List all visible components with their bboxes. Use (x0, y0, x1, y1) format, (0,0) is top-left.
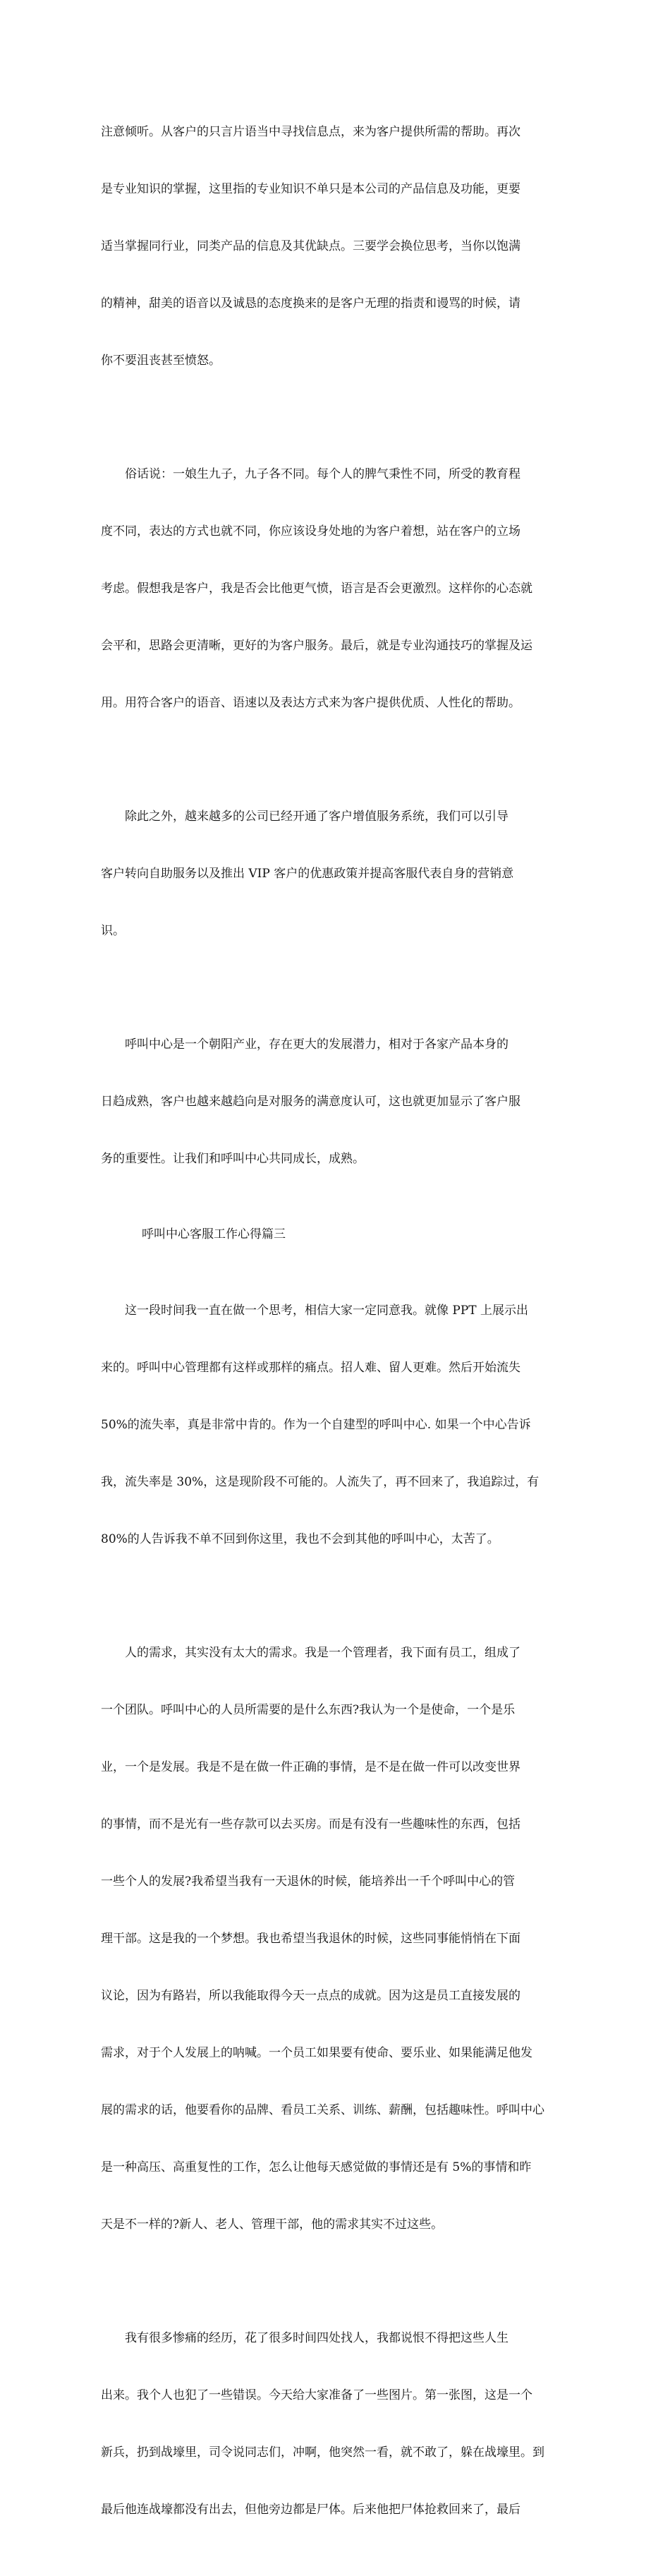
text-line: 的事情，而不是光有一些存款可以去买房。而是有没有一些趣味性的东西，包括 (101, 1817, 520, 1831)
text-line: 呼叫中心是一个朝阳产业，存在更大的发展潜力，相对于各家产品本身的 (101, 1037, 508, 1052)
text-line: 议论，因为有路岩，所以我能取得今天一点点的成就。因为这是员工直接发展的 (101, 1989, 520, 2003)
text-line: 一些个人的发展?我希望当我有一天退休的时候，能培养出一千个呼叫中心的管 (101, 1874, 516, 1889)
text-line: 50%的流失率，真是非常中肯的。作为一个自建型的呼叫中心. 如果一个中心告诉 (101, 1418, 531, 1432)
text-line: 最后他连战壕都没有出去，但他旁边都是尸体。后来他把尸体抢救回来了，最后 (101, 2503, 520, 2517)
text-line: 人的需求，其实没有太大的需求。我是一个管理者，我下面有员工，组成了 (101, 1646, 520, 1660)
text-line: 来的。呼叫中心管理都有这样或那样的痛点。招人难、留人更难。然后开始流失 (101, 1361, 520, 1375)
text-line: 除此之外，越来越多的公司已经开通了客户增值服务系统，我们可以引导 (101, 809, 508, 824)
text-line: 注意倾听。从客户的只言片语当中寻找信息点，来为客户提供所需的帮助。再次 (101, 125, 520, 139)
text-line: 业，一个是发展。我是不是在做一件正确的事情，是不是在做一件可以改变世界 (101, 1760, 520, 1774)
text-line: 天是不一样的?新人、老人、管理干部，他的需求其实不过这些。 (101, 2217, 444, 2232)
text-line: 出来。我个人也犯了一些错误。今天给大家准备了一些图片。第一张图，这是一个 (101, 2388, 532, 2402)
text-line: 需求，对于个人发展上的呐喊。一个员工如果要有使命、要乐业、如果能满足他发 (101, 2046, 532, 2060)
text-line: 日趋成熟，客户也越来越趋向是对服务的满意度认可，这也就更加显示了客户服 (101, 1095, 520, 1109)
text-line: 这一段时间我一直在做一个思考，相信大家一定同意我。就像 PPT 上展示出 (101, 1304, 529, 1318)
paragraph (101, 997, 569, 1207)
paragraph (101, 2291, 569, 2558)
text-line: 展的需求的话，他要看你的品牌、看员工关系、训练、薪酬，包括趣味性。呼叫中心 (101, 2103, 544, 2117)
text-line: 会平和，思路会更清晰，更好的为客户服务。最后，就是专业沟通技巧的掌握及运 (101, 639, 532, 653)
paragraph (101, 769, 569, 979)
text-line: 用。用符合客户的语音、语速以及表达方式来为客户提供优质、人性化的帮助。 (101, 696, 520, 710)
paragraph (101, 427, 569, 751)
text-line: 80%的人告诉我不单不回到你这里，我也不会到其他的呼叫中心，太苦了。 (101, 1532, 499, 1546)
text-line: 你不要沮丧甚至愤怒。 (101, 354, 221, 368)
text-line: 适当掌握同行业，同类产品的信息及其优缺点。三要学会换位思考，当你以饱满 (101, 239, 520, 253)
text-line: 新兵，扔到战壕里，司令说同志们，冲啊，他突然一看，就不敢了，躲在战壕里。到 (101, 2445, 544, 2460)
document-body (101, 85, 569, 2576)
paragraph (101, 1263, 569, 1587)
text-line: 俗话说：一娘生九子，九子各不同。每个人的脾气秉性不同，所受的教育程 (101, 467, 520, 481)
paragraph (101, 1606, 569, 2273)
text-line: 务的重要性。让我们和呼叫中心共同成长，成熟。 (101, 1152, 365, 1166)
text-line: 是专业知识的掌握，这里指的专业知识不单只是本公司的产品信息及功能，更要 (101, 182, 520, 196)
text-line: 是一种高压、高重复性的工作，怎么让他每天感觉做的事情还是有 5%的事情和昨 (101, 2160, 532, 2174)
text-line: 理干部。这是我的一个梦想。我也希望当我退休的时候，这些同事能悄悄在下面 (101, 1932, 520, 1946)
text-line: 考虑。假想我是客户，我是否会比他更气愤，语言是否会更激烈。这样你的心态就 (101, 582, 532, 596)
text-line: 识。 (101, 924, 125, 938)
text-line: 一个团队。呼叫中心的人员所需要的是什么东西?我认为一个是使命，一个是乐 (101, 1703, 516, 1717)
text-line: 我，流失率是 30%，这是现阶段不可能的。人流失了，再不回来了，我追踪过，有 (101, 1475, 540, 1489)
text-line: 的精神，甜美的语音以及诚恳的态度换来的是客户无理的指责和谩骂的时候，请 (101, 296, 520, 311)
text-line: 我有很多惨痛的经历，花了很多时间四处找人，我都说恨不得把这些人生 (101, 2331, 508, 2345)
text-line: 客户转向自助服务以及推出 VIP 客户的优惠政策并提高客服代表自身的营销意 (101, 867, 514, 881)
text-line: 度不同，表达的方式也就不同，你应该设身处地的为客户着想，站在客户的立场 (101, 524, 520, 538)
section-heading: 呼叫中心客服工作心得篇三 (142, 1227, 286, 1241)
paragraph (101, 85, 569, 409)
